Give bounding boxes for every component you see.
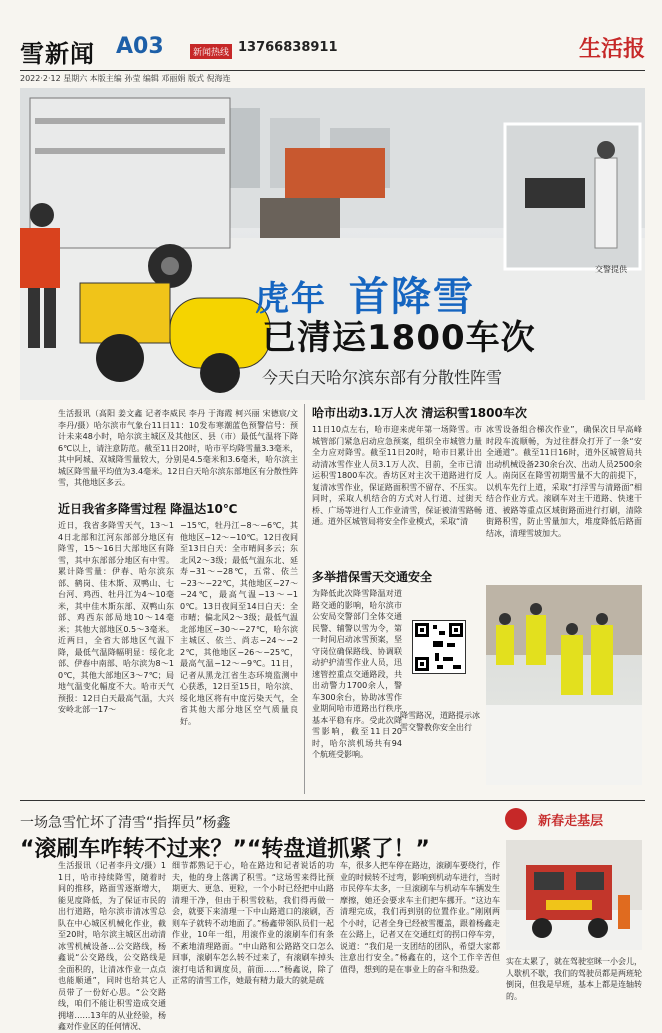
feature-kicker: 一场急雪忙坏了清雪“指挥员”杨鑫: [20, 815, 231, 831]
snow-truck-illustration: [506, 840, 642, 950]
qr-code[interactable]: [412, 620, 466, 674]
headline-part1: 虎年: [255, 279, 327, 319]
weather-col1: 近日，我省多降雪天气，13～14日北部和江河东部部分地区有降雪，15～16日大部地区有降雪，其中东部部分地区有中雪。累计降雪量：伊春、哈尔滨东部、鹤岗、佳木斯、双鸭山、七台河、鸡西、牡丹江为4～10毫米，其中佳木斯东部、双鸭山东部、鸡西东部局地10～14毫米；其他大部地区0.5～3毫米。近两日，全省大部地区气温下降，最低气温降幅明显：绥化北部、伊春中南部、哈尔滨为8～10℃，其他大部地区3～7℃；局地气温变化幅度不大。哈市天气预报：12日白天最高气温，大兴安岭北部一17～: [58, 521, 174, 714]
feature-col2: 细节都熟记于心，哈在路边和记者说话的功夫，他的身上落满了积雪。“这场雪来得比预期更大、更急、更粒，一个小时已经把中山路清理干净，但由于积雪较粘，我们得再做一会，就要下来清理一下中山路道口的滚刷，否则车子就转不动地面了。”杨鑫带领队员们一起作业，10年一组，用滚作业的滚刷车们有条不紊地清理路面。“中山路和公路路交口怎么回事，滚刷车怎么转不过来了，有滚刷车掉头滚打电话和调度员，前面……”杨鑫说，除了正常的清雪工作，她最有精力最大的就是疏: [172, 861, 334, 985]
traffic-body: 为降低此次降雪降温对道路交通的影响，哈尔滨市公安局交警部门全体交通民警、辅警以雪为令，第一时间启动冰雪预案，坚守岗位确保路线、协调联动护护清雪作业人员，迅速管控重点交通路段，共出动警力1700余人，警车300余台，协助冰雪作业期间哈市道路出行秩序基本平稳有序。受此次降雪影响，截至11日20时，哈尔滨机场共有94个航班受影响。: [312, 589, 402, 759]
weather-heading: 近日我省多降雪过程 降温达10℃: [58, 502, 238, 516]
issue-meta: 2022·2·12 星期六 本版主编 孙莹 编辑 邓丽娟 版式 倪海连: [20, 70, 645, 84]
festival-label: 新春走基层: [538, 813, 604, 829]
qr-caption: 降雪路况，道路提示冰雪交警教你安全出行: [400, 711, 480, 732]
feature-headline-a: “滚刷车咋转不过来？”: [20, 837, 247, 862]
qr-pattern-icon: [413, 621, 465, 673]
festival-badge: [505, 808, 635, 834]
weather-col2: −15℃，牡丹江−8～−6℃，其他地区−12～−10℃。12日夜间至13日白天：全市晴间多云；东北风2～3级；最低气温东北、延寿−31～−28℃，五常、依兰−23～−22℃，其他地区−27～−24℃，最高气温−13～−10℃。13日夜间至14日白天：全市晴；偏北风2～3级；最低气温北部地区−30～−27℃，哈尔滨主城区、依兰、尚志−24～−22℃，其他地区−26～−25℃，最高气温−12～−9℃。11日，记者从黑龙江省生态环境监测中心获悉，12日至15日，哈尔滨、绥化地区将有中度污染天气，全省其他大部分地区空气质量良好。: [180, 521, 298, 726]
feature-photo: [506, 840, 642, 950]
lantern-icon: [505, 808, 527, 830]
traffic-police-photo: [486, 585, 642, 785]
feature-headline: [20, 832, 430, 863]
masthead: [20, 28, 645, 68]
headline-part2: 首降雪: [348, 274, 475, 320]
newspaper-logo: 生活报: [578, 36, 645, 62]
headline-subtitle: 今天白天哈尔滨东部有分散性阵雪: [262, 368, 503, 387]
cleanup-heading: 哈市出动3.1万人次 清运积雪1800车次: [312, 406, 527, 420]
cleanup-col1: 11日10点左右，哈市迎来虎年第一场降雪。市城管部门紧急启动应急预案，组织全市城管力量全力应对降雪。截至11日20时，哈市日累计出动清冰雪作业人员3.1万人次、目前，全市已清运积雪1800车次。香坊区对主次干道路进行反复清冰雪作业，保证路面积雪不留存、不压实。同时，采取人机结合的方式对人行道、过街天桥、广场等进行人工作业清雪，保证被清雪路畅通。道外区城管局将安全作业模式，采取“清: [312, 425, 482, 526]
photo-credit: 交警提供: [595, 265, 627, 274]
hotline-number: 13766838911: [238, 40, 338, 55]
feature-photo-caption: 实在太累了，就在驾驶室眯一小会儿，人歇机不歇，我们的驾驶员都是两班轮倒岗，但我是早班，基本上都是连轴转的。: [506, 957, 642, 1001]
police-shoveling-illustration: [486, 585, 642, 785]
section-divider: [20, 800, 645, 801]
traffic-heading: 多举措保雪天交通安全: [312, 570, 433, 584]
cleanup-col2: 冰雪设备组合梯次作业”，确保次日早高峰时段车流顺畅，为过往群众打开了一条“安全通道”。截至11日16时，道外区城管局共出动机械设备230余台次、出动人员2500余人。南岗区在降雪初期雪量不大的前提下，以机车先行上道，采取“打浮雪与清路面”相结合作业方式。滚刷车对主干道路、快速干道、被路等重点区域街路面进行打刷，清除街路积雪，防止雪量加大，堆度降低后路面结冰，清理雪坡加大。: [486, 425, 642, 538]
lead-paragraph: 生活报讯（高阳 姜文鑫 记者李威民 李丹 于海霞 柯兴丽 宋德宸/文 李丹/摄）哈尔滨市气象台11日11：10发布寒潮蓝色预警信号：预计未来48小时，哈尔滨主城区及其他区、县（市）最低气温将下降6℃以上，请注意防范。截至11日20时，哈市平均降雪量3.3毫米，其中阿城、双城降雪量较大，分别是4.5毫米和3.6毫米，哈尔滨主城区降雪量平均值为3.4毫米。12日白天哈尔滨东部地区有分散性阵雪，其他地区多云。: [58, 409, 298, 487]
page-number: A03: [116, 34, 164, 59]
feature-col1: 生活报讯（记者李丹文/摄）11日，哈市持续降雪，随着时间的推移，路面雪逐渐增大，能见度降低，为了保证市民的出行道路，哈尔滨市清冰雪总队在中心城区机械化作业，截至20时，哈尔滨主城区出动清冰雪机械设备...公交路线，杨鑫说“公交路线，公交路线是全面积的，让清冰作业一点点也能顺通”，同时也给其它人员带了一份好心思。“公交路线，咱们不能让积雪造成交通拥堵……13年的从业经验，杨鑫对作业区的任何情况、: [58, 861, 166, 1031]
section-title: 雪新闻: [20, 39, 95, 68]
hotline-label: 新闻热线: [190, 44, 232, 59]
feature-headline-b: “转盘道抓紧了！”: [246, 837, 430, 862]
column-divider: [304, 404, 305, 794]
headline-line2: 已清运1800车次: [262, 318, 536, 358]
feature-col3: 车，很多人把车停在路边，滚刷车要绕行，作业的时候转不过弯，影响到机动车进行，当时市民停车太多，一旦滚刷车与机动车车辆发生摩擦，她还会要求车主们把车挪开。“这边车清理完成，我们再到别的位置作业。”刚刚两个小时，记者全身已经被雪覆盖，跟着杨鑫走在公路上，记者又在交通红灯的拐口停车旁，说道：“我们是一支团结的团队，希望大家都注意出行安全。”杨鑫在的，这个工作辛苦但值得，想到的是在事业上的奋斗和热爱。: [340, 861, 500, 974]
